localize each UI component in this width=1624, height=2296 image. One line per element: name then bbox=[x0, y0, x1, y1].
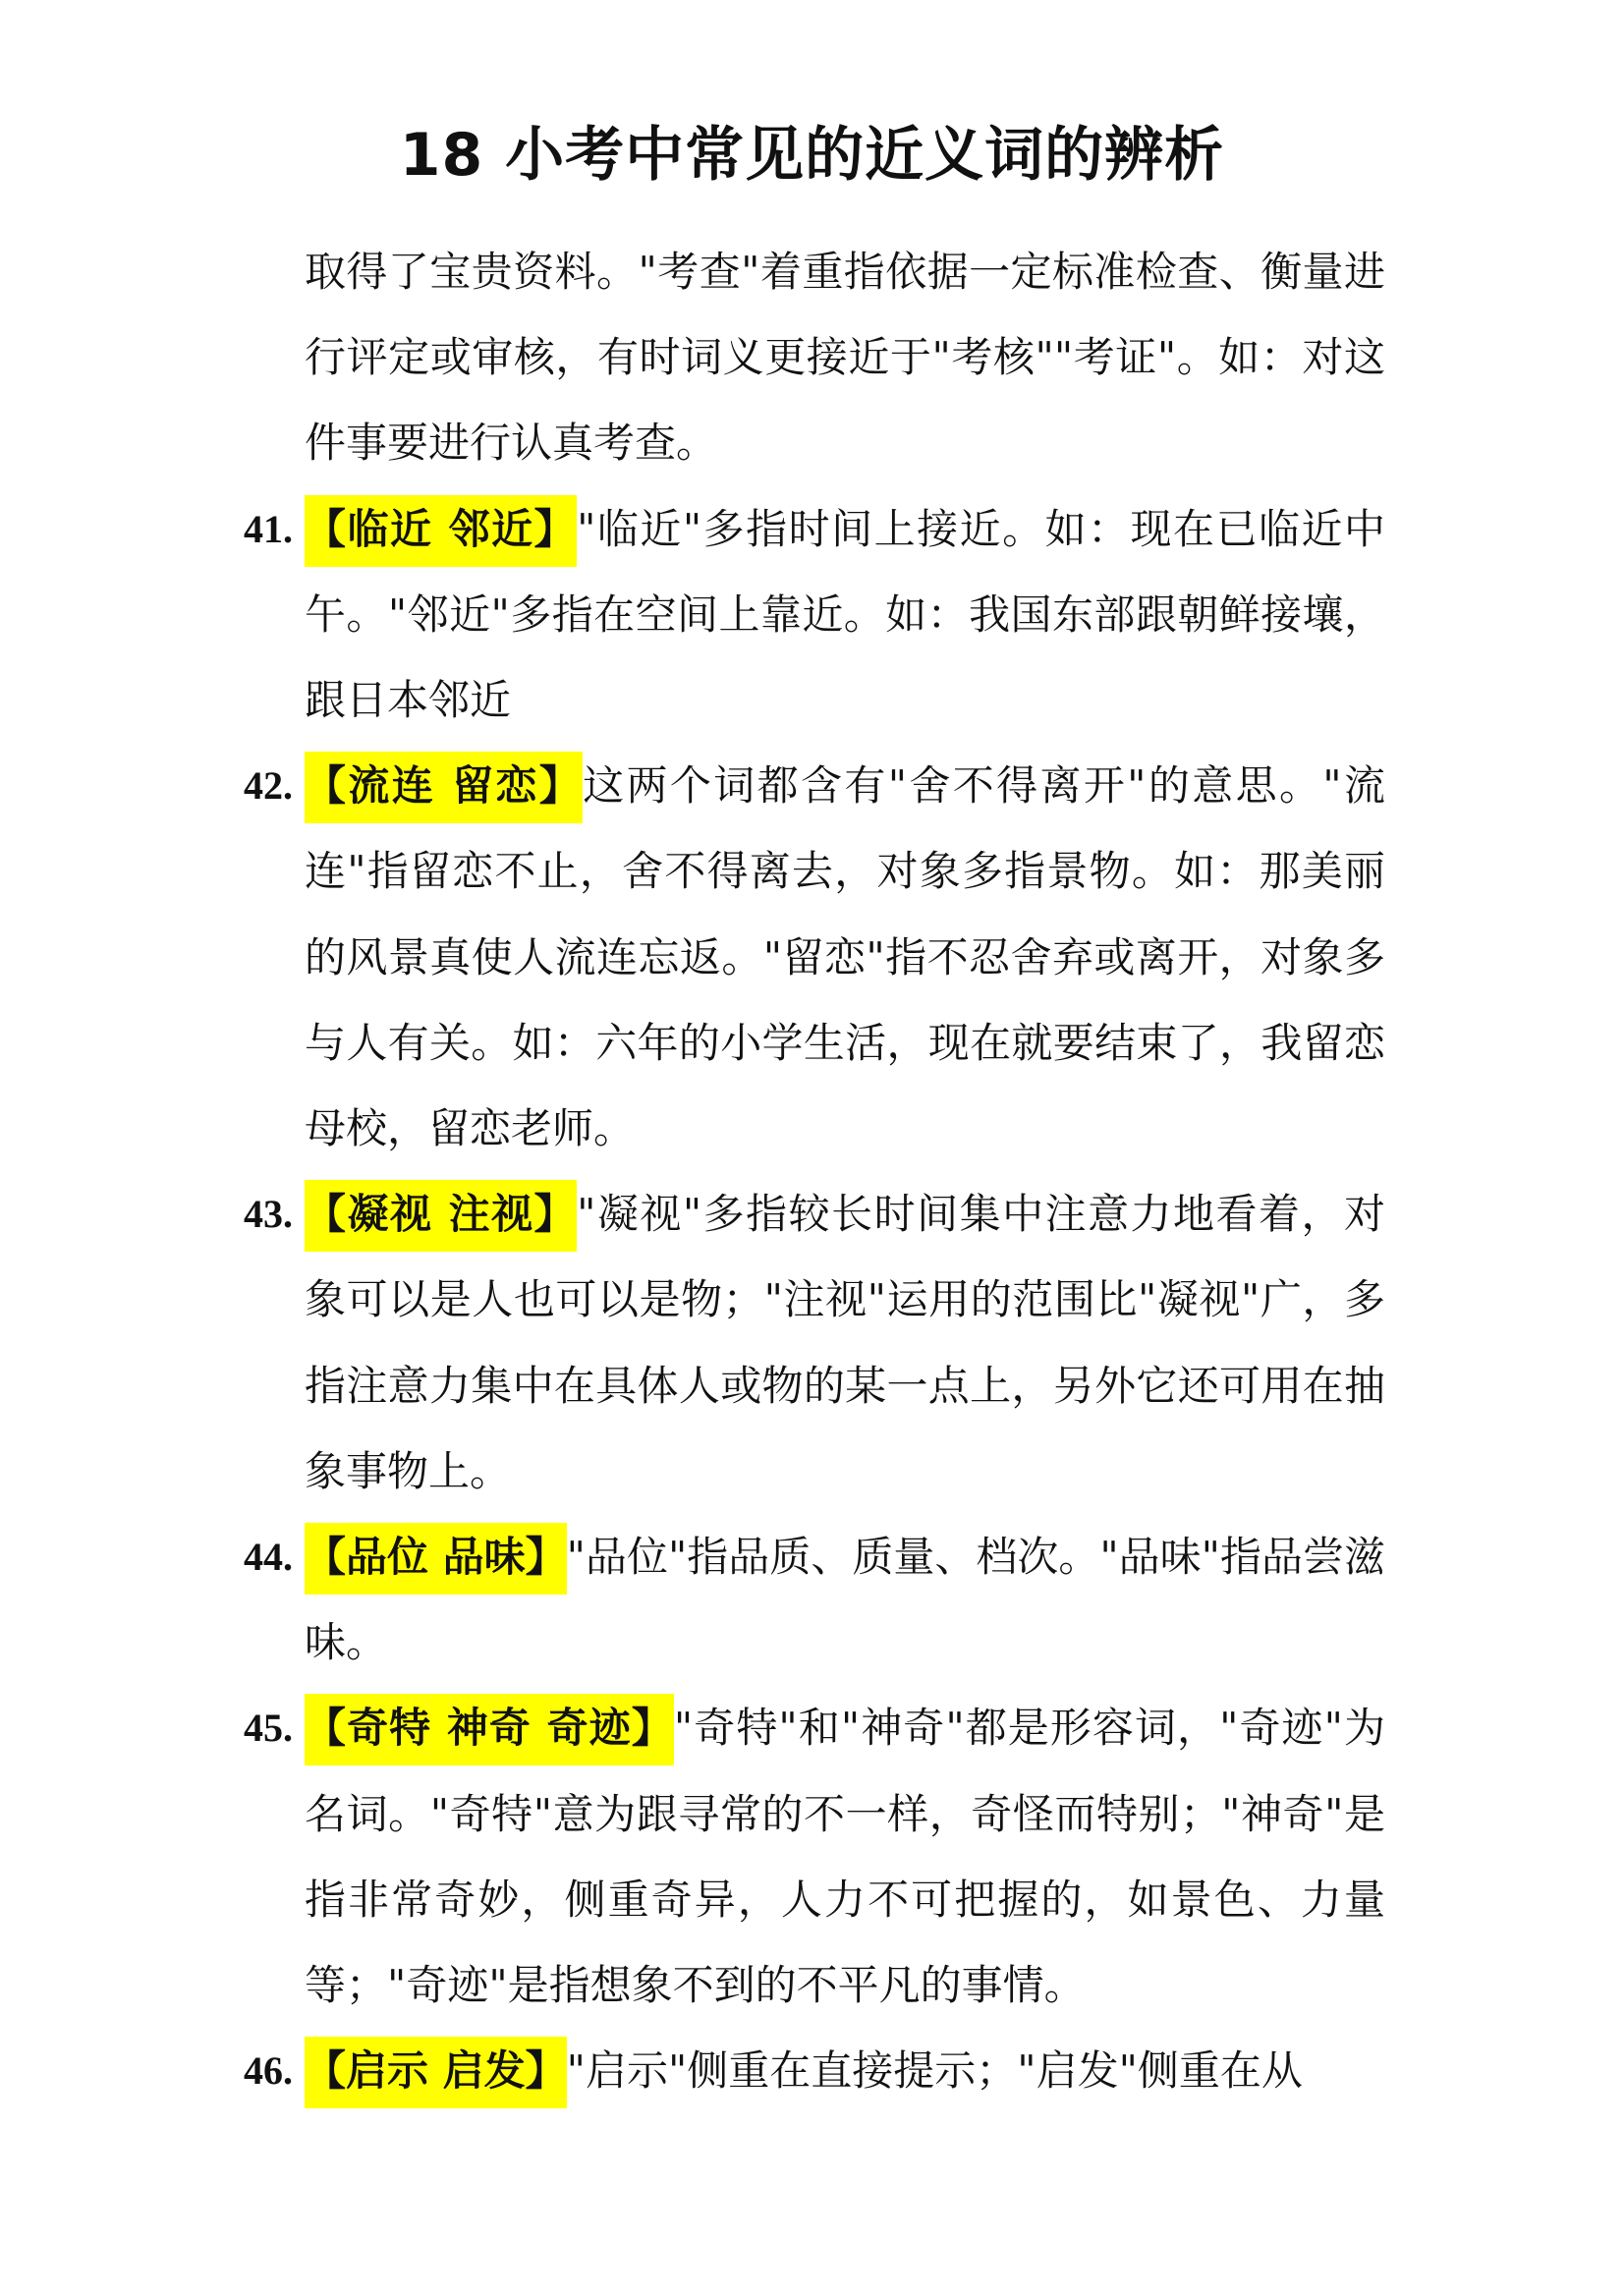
document-body bbox=[244, 229, 1386, 2113]
highlighted-term: 【临近 邻近】 bbox=[305, 495, 577, 567]
entry-text: "临近"多指时间上接近。如：现在已临近中午。"邻近"多指在空间上靠近。如：我国东部跟朝鲜接壤，跟日本邻近 bbox=[305, 504, 1386, 725]
entry-number: 42. bbox=[244, 763, 293, 809]
highlighted-term: 【凝视 注视】 bbox=[305, 1180, 577, 1252]
entry-42 bbox=[244, 743, 1385, 1171]
entry-text: "凝视"多指较长时间集中注意力地看着，对象可以是人也可以是物；"注视"运用的范围比"凝视"广，多指注意力集中在具体人或物的某一点上，另外它还可用在抽象事物上。 bbox=[305, 1190, 1386, 1495]
entry-text: "启示"侧重在直接提示；"启发"侧重在从 bbox=[566, 2046, 1303, 2096]
entry-number: 41. bbox=[244, 506, 293, 551]
intro-paragraph: 取得了宝贵资料。"考查"着重指依据一定标准检查、衡量进行评定或审核，有时词义更接近于"考核""考证"。如：对这件事要进行认真考查。 bbox=[305, 248, 1385, 468]
entry-number: 45. bbox=[244, 1706, 293, 1751]
page-title: 18 小考中常见的近义词的辨析 bbox=[399, 121, 1225, 190]
entry-text: 这两个词都含有"舍不得离开"的意思。"流连"指留恋不止，舍不得离去，对象多指景物。如：那美丽的风景真使人流连忘返。"留恋"指不忍舍弃或离开，对象多与人有关。如：六年的小学生活，现在就要结束了，我留恋母校，留恋老师。 bbox=[305, 761, 1385, 1153]
entry-number: 44. bbox=[244, 1535, 293, 1580]
entry-number: 46. bbox=[244, 2048, 293, 2094]
entry-45 bbox=[244, 1685, 1385, 2028]
entry-43 bbox=[244, 1171, 1386, 1514]
entry-text: "奇特"和"神奇"都是形容词，"奇迹"为名词。"奇特"意为跟寻常的不一样，奇怪而特别；"神奇"是指非常奇妙，侧重奇异，人力不可把握的，如景色、力量等；"奇迹"是指想象不到的不平凡的事情。 bbox=[305, 1704, 1385, 2010]
highlighted-term: 【奇特 神奇 奇迹】 bbox=[305, 1694, 674, 1765]
entry-number: 43. bbox=[244, 1192, 293, 1237]
entry-41 bbox=[244, 486, 1386, 744]
highlighted-term: 【流连 留恋】 bbox=[305, 752, 583, 823]
entry-46 bbox=[244, 2028, 1385, 2113]
entry-text: "品位"指品质、质量、档次。"品味"指品尝滋味。 bbox=[305, 1533, 1386, 1667]
highlighted-term: 【品位 品味】 bbox=[305, 1523, 567, 1595]
entry-44 bbox=[244, 1514, 1386, 1685]
highlighted-term: 【启示 启发】 bbox=[305, 2037, 567, 2108]
